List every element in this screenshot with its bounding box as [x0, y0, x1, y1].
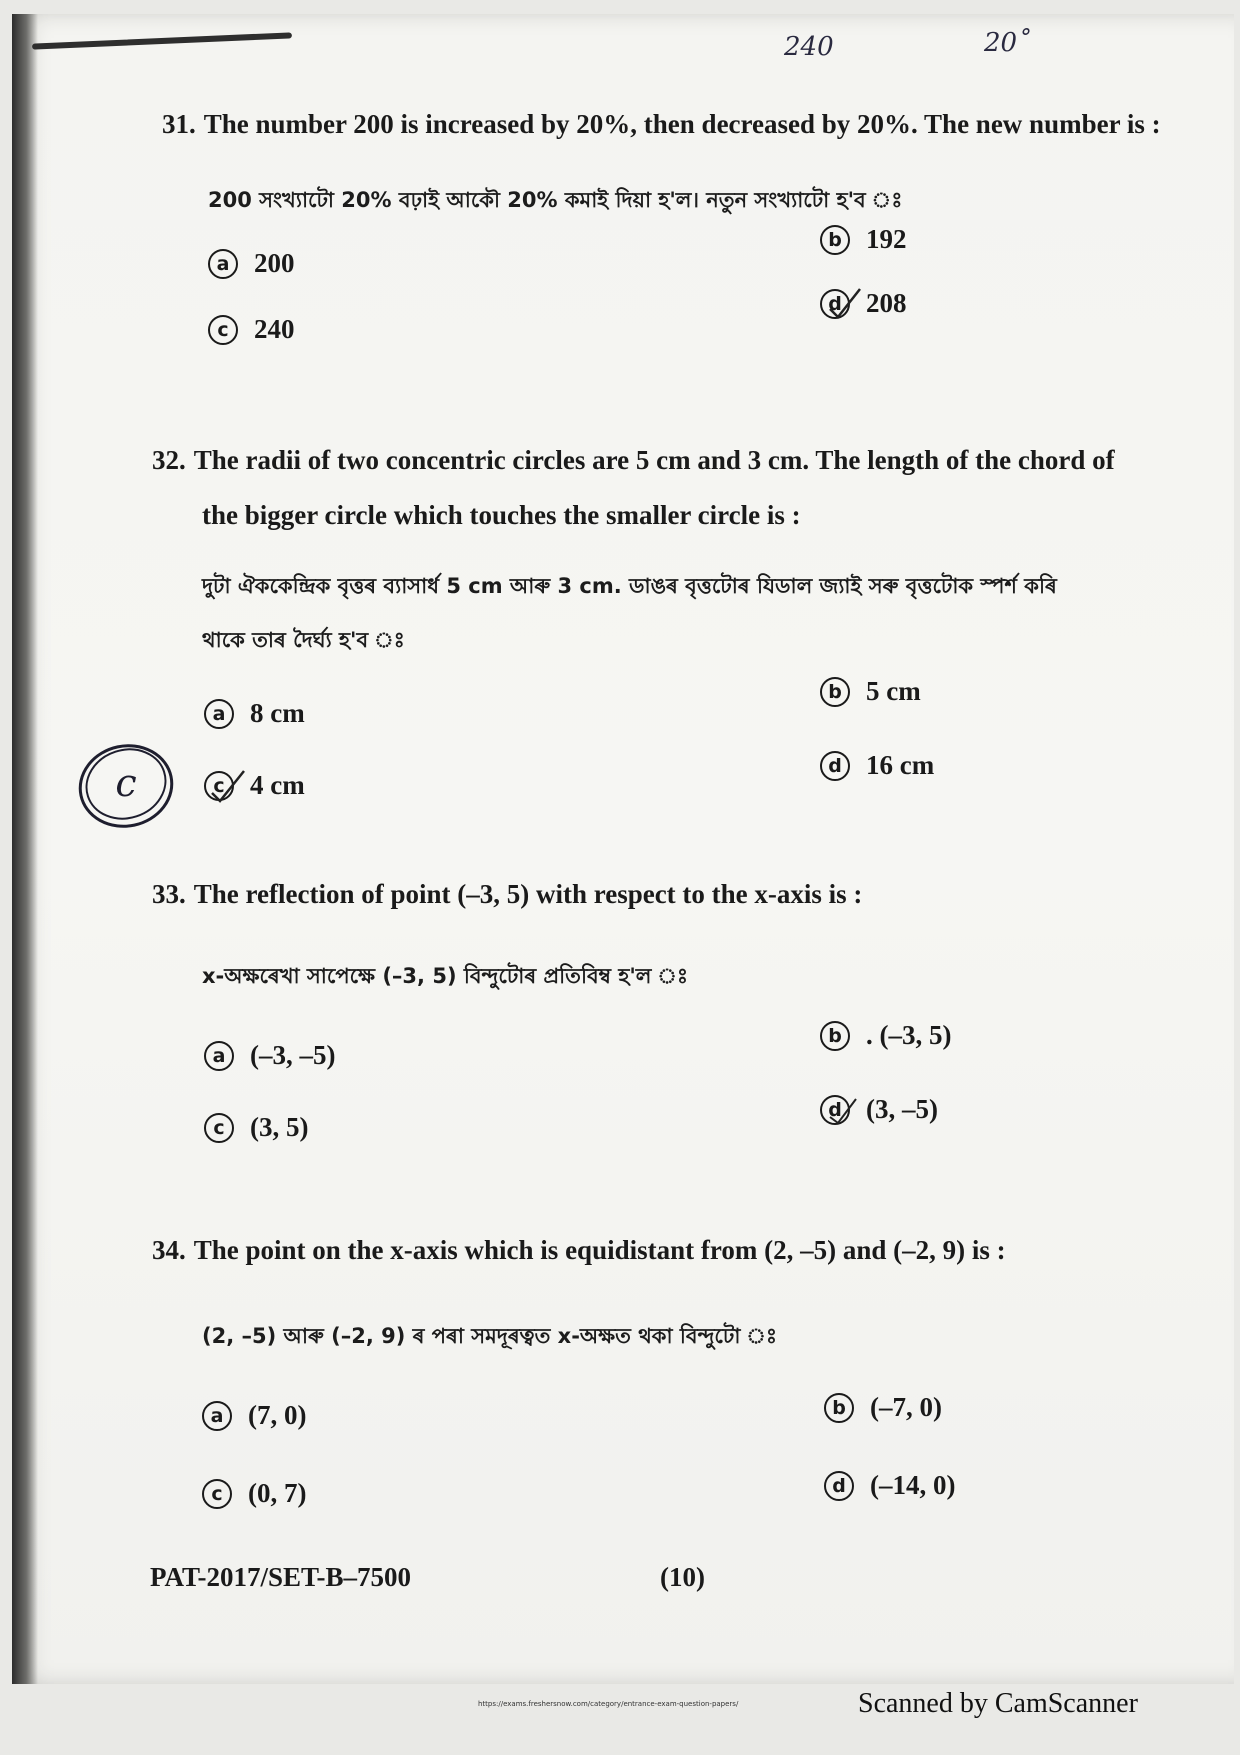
- option-badge: a: [204, 1041, 234, 1071]
- option-badge: c: [204, 771, 234, 801]
- question-text-local: (2, –5) আৰু (–2, 9) ৰ পৰা সমদূৰত্বত x-অক্ষত থকা বিন্দুটো ঃ: [202, 1324, 778, 1348]
- page-number: (10): [660, 1562, 705, 1592]
- option-b[interactable]: [820, 224, 907, 255]
- option-value: 240: [254, 314, 295, 344]
- option-badge: b: [820, 677, 850, 707]
- option-badge: a: [208, 249, 238, 279]
- option-value: 5 cm: [866, 676, 921, 706]
- option-c[interactable]: [204, 770, 305, 801]
- scanner-watermark: Scanned by CamScanner: [858, 1688, 1138, 1719]
- option-a[interactable]: [204, 1040, 335, 1071]
- question-text: The number 200 is increased by 20%, then decreased by 20%. The new number is :: [203, 109, 1161, 139]
- option-badge: d: [824, 1471, 854, 1501]
- option-value: (–7, 0): [870, 1392, 942, 1422]
- check-mark-icon: [824, 1089, 864, 1129]
- option-value: 200: [254, 248, 295, 278]
- handwritten-note-right: 20˚: [984, 28, 1031, 58]
- option-badge: c: [208, 315, 238, 345]
- option-value: 8 cm: [250, 698, 305, 728]
- option-badge: c: [202, 1479, 232, 1509]
- option-badge: b: [820, 225, 850, 255]
- question-number: 32.: [152, 445, 186, 475]
- option-value: (3, 5): [250, 1112, 309, 1142]
- check-mark-icon: [824, 283, 864, 323]
- option-a[interactable]: [202, 1400, 306, 1431]
- check-mark-icon: [208, 765, 248, 805]
- option-value: (0, 7): [248, 1478, 307, 1508]
- paper-code: PAT-2017/SET-B–7500: [150, 1562, 412, 1592]
- question-text: The reflection of point (–3, 5) with respect to the x-axis is :: [193, 879, 863, 909]
- option-value: . (–3, 5): [866, 1020, 952, 1050]
- option-d[interactable]: [820, 1094, 938, 1125]
- option-value: 4 cm: [250, 770, 305, 800]
- circled-answer-letter: c: [115, 761, 137, 805]
- top-pen-stroke: [32, 32, 292, 49]
- option-a[interactable]: [208, 248, 295, 279]
- option-value: 208: [866, 288, 907, 318]
- option-b[interactable]: [824, 1392, 942, 1423]
- paper-sheet: [12, 14, 1234, 1684]
- source-url: https://exams.freshersnow.com/category/entrance-exam-question-papers/: [478, 1700, 739, 1708]
- option-badge: b: [824, 1393, 854, 1423]
- circled-answer-mark-icon: [70, 734, 180, 834]
- question-number: 34.: [152, 1235, 186, 1265]
- question-text: The point on the x-axis which is equidistant from (2, –5) and (–2, 9) is :: [193, 1235, 1006, 1265]
- option-c[interactable]: [204, 1112, 308, 1143]
- option-badge: d: [820, 1095, 850, 1125]
- question-text-continued: the bigger circle which touches the smaller circle is :: [202, 500, 801, 530]
- option-b[interactable]: [820, 676, 921, 707]
- page-spine-shadow: [12, 14, 38, 1684]
- option-d[interactable]: [820, 288, 907, 319]
- option-d[interactable]: [820, 750, 934, 781]
- option-badge: c: [204, 1113, 234, 1143]
- option-d[interactable]: [824, 1470, 955, 1501]
- option-c[interactable]: [202, 1478, 306, 1509]
- question-number: 33.: [152, 879, 186, 909]
- option-c[interactable]: [208, 314, 295, 345]
- option-badge: d: [820, 751, 850, 781]
- option-value: (–14, 0): [870, 1470, 956, 1500]
- question-text-local-continued: থাকে তাৰ দৈৰ্ঘ্য হ'ব ঃ: [202, 628, 405, 652]
- option-a[interactable]: [204, 698, 305, 729]
- option-value: (7, 0): [248, 1400, 307, 1430]
- option-value: 16 cm: [866, 750, 935, 780]
- handwritten-note-left: 240: [784, 32, 834, 62]
- option-badge: a: [204, 699, 234, 729]
- option-badge: a: [202, 1401, 232, 1431]
- question-text-local: x-অক্ষৰেখা সাপেক্ষে (–3, 5) বিন্দুটোৰ প্ৰতিবিম্ব হ'ল ঃ: [202, 964, 689, 988]
- question-text: The radii of two concentric circles are 5 cm and 3 cm. The length of the chord of: [193, 445, 1115, 475]
- question-number: 31.: [162, 109, 196, 139]
- option-value: (–3, –5): [250, 1040, 336, 1070]
- option-value: (3, –5): [866, 1094, 938, 1124]
- question-text-local: 200 সংখ্যাটো 20% বঢ়াই আকৌ 20% কমাই দিয়া হ'ল। নতুন সংখ্যাটো হ'ব ঃ: [208, 188, 903, 212]
- option-badge: b: [820, 1021, 850, 1051]
- option-value: 192: [866, 224, 907, 254]
- option-badge: d: [820, 289, 850, 319]
- question-text-local: দুটা ঐককেন্দ্রিক বৃত্তৰ ব্যাসাৰ্ধ 5 cm আৰু 3 cm. ডাঙৰ বৃত্তটোৰ যিডাল জ্যাই সৰু বৃত্তটোক স্পৰ্শ কৰি: [202, 574, 1057, 598]
- option-b[interactable]: [820, 1020, 951, 1051]
